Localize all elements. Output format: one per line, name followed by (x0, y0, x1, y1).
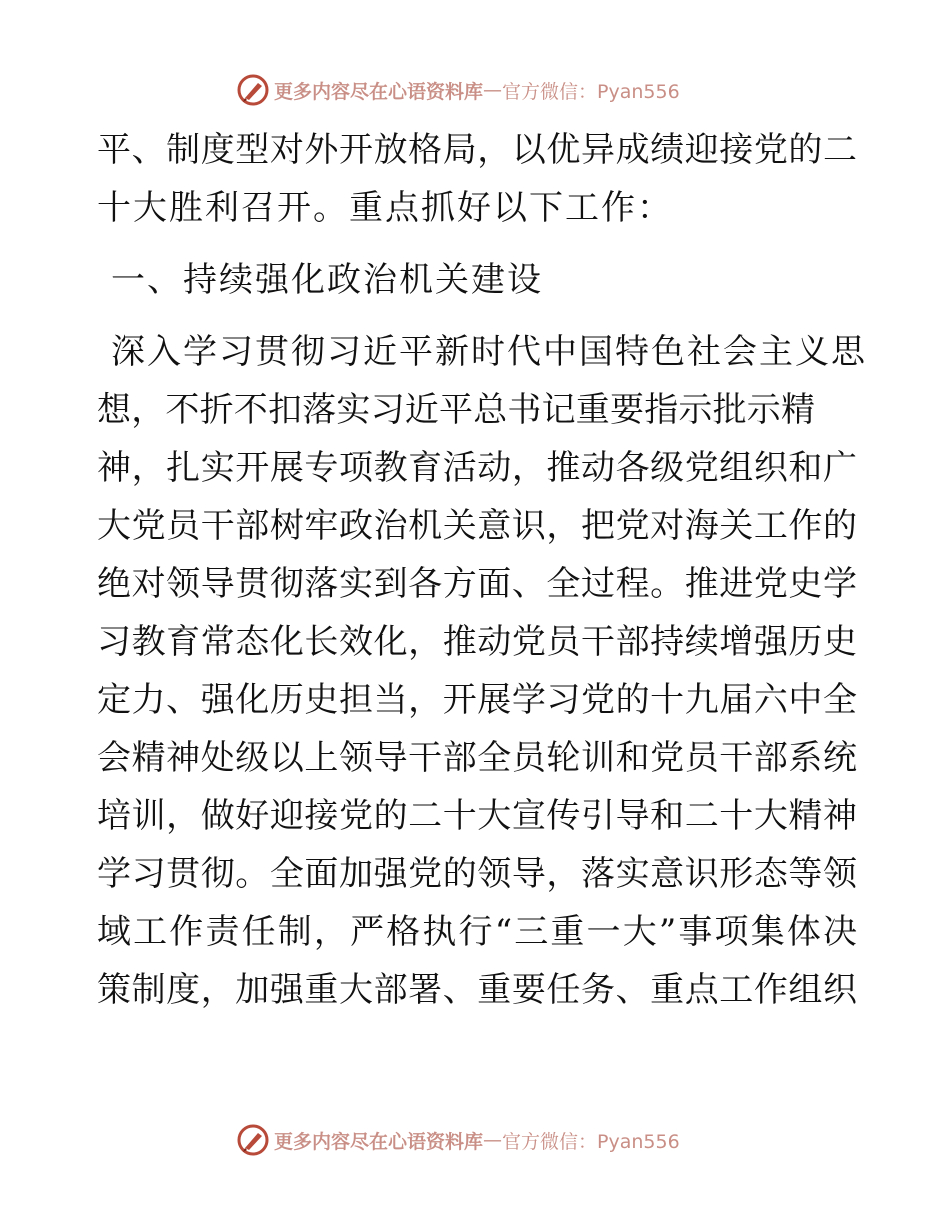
text-line: 神，扎实开展专项教育活动，推动各级党组织和广 (97, 448, 857, 488)
text-line: 学习贯彻。全面加强党的领导，落实意识形态等领 (97, 854, 857, 894)
text-line: 想，不折不扣落实习近平总书记重要指示批示精 (97, 390, 815, 430)
text-line: 培训，做好迎接党的二十大宣传引导和二十大精神 (97, 796, 857, 836)
banner-main-text: 更多内容尽在心语资料库 (274, 80, 484, 103)
section-heading: 一、持续强化政治机关建设 (111, 260, 543, 300)
text-line: 策制度，加强重大部署、重要任务、重点工作组织 (97, 970, 857, 1010)
text-line: 域工作责任制，严格执行“三重一大”事项集体决 (97, 912, 857, 952)
banner-contact: 官方微信：Pyan556 (502, 80, 680, 103)
text-line: 会精神处级以上领导干部全员轮训和党员干部系统 (97, 738, 857, 778)
footer-banner (236, 1122, 680, 1158)
text-line: 习教育常态化长效化，推动党员干部持续增强历史 (97, 622, 857, 662)
paragraph-body (97, 323, 867, 1019)
banner-contact: 官方微信：Pyan556 (502, 1130, 680, 1153)
text-line: 十大胜利召开。重点抓好以下工作： (97, 188, 673, 228)
pen-logo-icon (236, 1123, 270, 1157)
banner-separator: — (483, 79, 503, 101)
text-line: 深入学习贯彻习近平新时代中国特色社会主义思 (111, 332, 867, 372)
banner-main-text: 更多内容尽在心语资料库 (274, 1130, 484, 1153)
header-banner (236, 72, 680, 108)
text-line: 大党员干部树牢政治机关意识，把党对海关工作的 (97, 506, 857, 546)
banner-separator: — (483, 1129, 503, 1151)
document-body (97, 121, 867, 1019)
text-line: 定力、强化历史担当，开展学习党的十九届六中全 (97, 680, 857, 720)
text-line: 平、制度型对外开放格局，以优异成绩迎接党的二 (97, 130, 857, 170)
text-line: 绝对领导贯彻落实到各方面、全过程。推进党史学 (97, 564, 857, 604)
pen-logo-icon (236, 73, 270, 107)
paragraph-intro-continuation (97, 121, 857, 237)
